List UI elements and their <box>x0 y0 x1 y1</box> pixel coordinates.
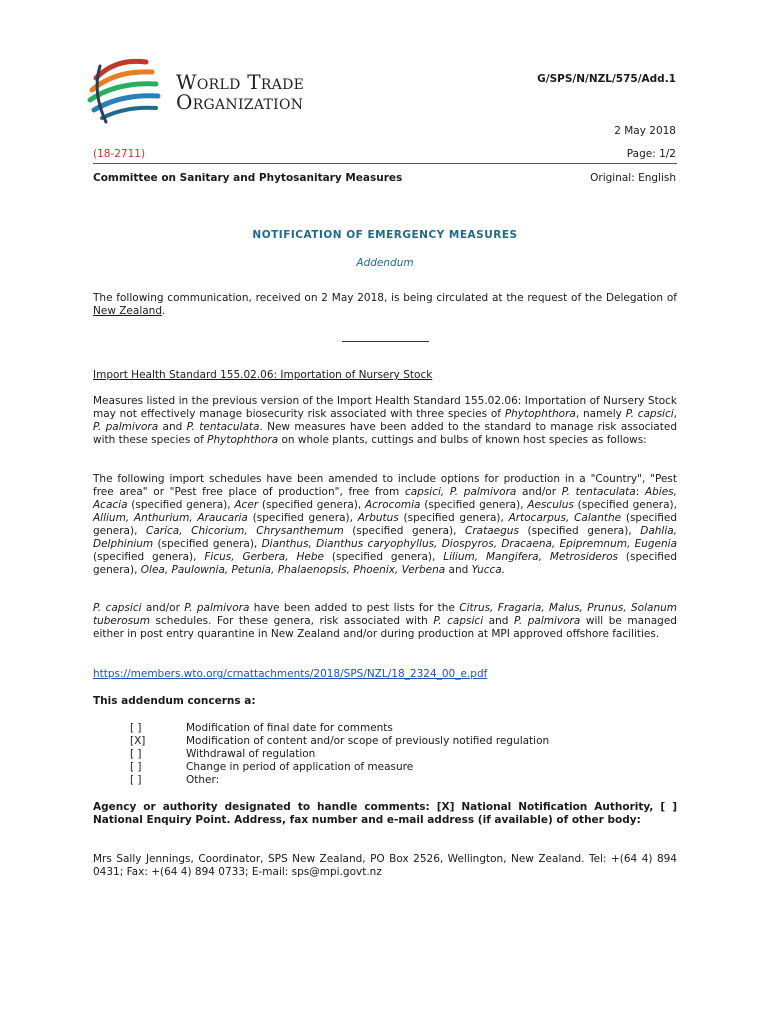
wto-logo <box>86 56 336 128</box>
header-divider <box>93 163 677 164</box>
checkbox-marker: [ ] <box>130 722 142 734</box>
checkbox-marker: [ ] <box>130 774 142 786</box>
checklist-text: Modification of final date for comments <box>186 722 393 734</box>
paragraph-2: The following import schedules have been amended to include options for production in a "Country", "Pest free area" or "Pest free place of production", free from capsici, P. palmivora and/or P. tentaculata: Abies, Acacia (specified genera), Acer (specified genera), Acrocomia (specified genera), Aesculus (specified genera), Allium, Anthurium, Araucaria (specified genera), Arbutus (specified genera), Artocarpus, Calanthe (specified genera), Carica, Chicorium, Chrysanthemum (specified genera), Crataegus (specified genera), Dahlia, Delphinium (specified genera), Dianthus, Dianthus caryophyllus, Diospyros, Dracaena, Epipremnum, Eugenia (specified genera), Ficus, Gerbera, Hebe (specified genera), Lilium, Mangifera, Metrosideros (specified genera), Olea, Paulownia, Petunia, Phalaenopsis, Phoenix, Verbena and Yucca. <box>93 473 678 576</box>
checkbox-marker: [ ] <box>130 748 142 760</box>
addendum-label: Addendum <box>356 257 414 269</box>
attachment-link[interactable]: https://members.wto.org/crnattachments/2018/SPS/NZL/18_2324_00_e.pdf <box>93 668 488 680</box>
original-language: Original: English <box>590 172 676 184</box>
checklist-text: Withdrawal of regulation <box>186 748 316 760</box>
agency-contact: Mrs Sally Jennings, Coordinator, SPS New Zealand, PO Box 2526, Wellington, New Zealand. Tel: +(64 4) 894 0431; Fax: +(64 4) 894 0733; E-mail: sps@mpi.govt.nz <box>93 853 677 878</box>
wto-wordmark <box>176 72 304 112</box>
intro-end: . <box>162 305 166 317</box>
checkbox-marker: [ ] <box>130 761 142 773</box>
document-date: 2 May 2018 <box>614 125 676 137</box>
page-number: Page: 1/2 <box>626 148 676 160</box>
org-line-2: Organization <box>176 90 304 114</box>
checklist-text: Change in period of application of measure <box>186 761 414 773</box>
addendum-concerns-label: This addendum concerns a: <box>93 695 256 707</box>
intro-paragraph <box>93 292 677 318</box>
checklist-item <box>130 735 549 748</box>
standard-title-text: Import Health Standard 155.02.06: Importation of Nursery Stock <box>93 369 433 381</box>
wto-emblem-icon <box>86 56 166 128</box>
section-separator <box>342 341 429 342</box>
addendum-checklist <box>130 722 549 787</box>
standard-title <box>93 369 677 382</box>
checklist-text: Modification of content and/or scope of previously notified regulation <box>186 735 550 747</box>
reference-number: (18-2711) <box>93 148 146 160</box>
notification-heading: NOTIFICATION OF EMERGENCY MEASURES <box>252 229 518 241</box>
checklist-item <box>130 748 549 761</box>
intro-text: The following communication, received on 2 May 2018, is being circulated at the request of the Delegation of <box>93 292 677 304</box>
attachment-link-row <box>93 668 677 681</box>
checklist-item <box>130 774 549 787</box>
org-line-1: World Trade <box>176 70 305 94</box>
checkbox-marker: [X] <box>130 735 146 747</box>
document-symbol: G/SPS/N/NZL/575/Add.1 <box>537 73 676 85</box>
checklist-item <box>130 722 549 735</box>
paragraph-3: P. capsici and/or P. palmivora have been added to pest lists for the Citrus, Fragaria, Malus, Prunus, Solanum tuberosum schedules. For these genera, risk associated with P. capsici and P. palmivora will be managed either in post entry quarantine in New Zealand and/or during production at MPI approved offshore facilities. <box>93 602 677 640</box>
paragraph-1: Measures listed in the previous version of the Import Health Standard 155.02.06: Importation of Nursery Stock may not effectively manage biosecurity risk associated with three species of Phytophthora, namely P. capsici, P. palmivora and P. tentaculata. New measures have been added to the standard to manage risk associated with these species of Phytophthora on whole plants, cuttings and bulbs of known host species as follows: <box>93 395 678 446</box>
member-name: New Zealand <box>93 305 162 317</box>
checklist-item <box>130 761 549 774</box>
agency-label: Agency or authority designated to handle comments: [X] National Notification Authority, [ ] National Enquiry Point. Address, fax number and e-mail address (if available) of other body: <box>93 801 677 826</box>
checklist-text: Other: <box>186 774 220 786</box>
committee-name: Committee on Sanitary and Phytosanitary Measures <box>93 172 403 184</box>
